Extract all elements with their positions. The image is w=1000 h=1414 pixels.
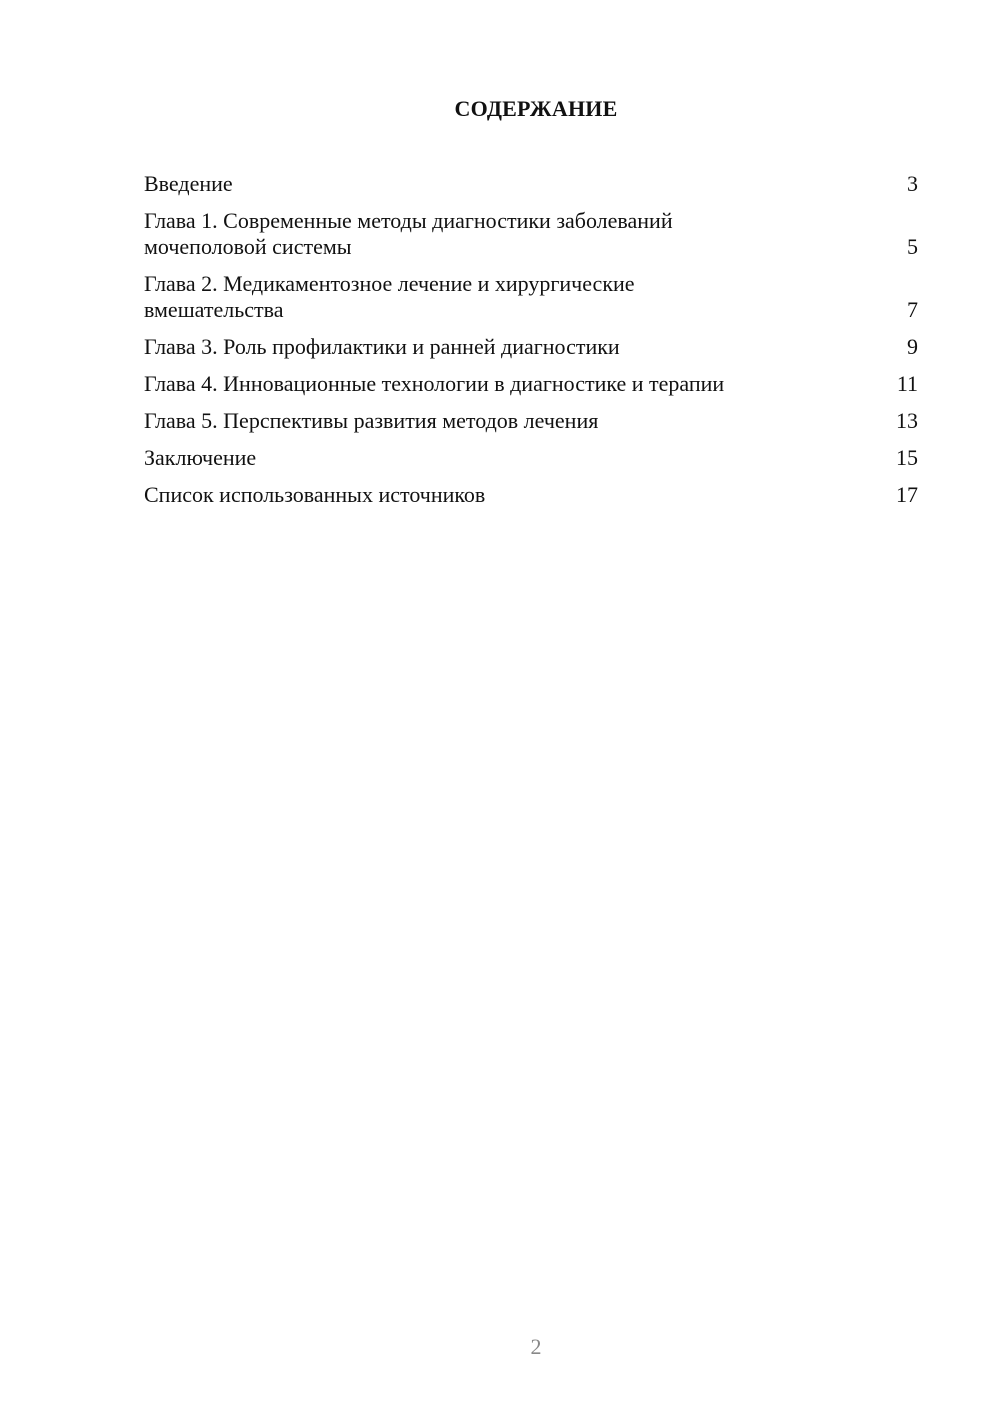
toc-item-page-number: 17 [896,482,918,507]
toc-item-page-number: 9 [907,334,918,359]
toc-item-label: Глава 5. Перспективы развития методов лечения [144,408,599,433]
toc-item-page-number: 7 [907,297,918,322]
toc-item-page-number: 11 [896,371,918,396]
toc-item-label: Глава 2. Медикаментозное лечение и хирургические вмешательства [144,271,635,322]
toc-item-page-number: 13 [896,408,918,433]
toc-item-chapter-3 [144,334,918,360]
toc-item-label: Глава 1. Современные методы диагностики заболеваний мочеполовой системы [144,208,673,259]
toc-item-page-number: 3 [907,171,918,196]
toc-item-chapter-1 [144,208,918,260]
toc-item-label: Заключение [144,445,257,470]
table-of-contents [144,171,918,519]
toc-item-label: Глава 4. Инновационные технологии в диагностике и терапии [144,371,725,396]
page-title: СОДЕРЖАНИЕ [454,96,618,121]
toc-item-page-number: 5 [907,234,918,259]
toc-item-page-number: 15 [896,445,918,470]
toc-item-conclusion [144,445,918,471]
toc-item-references [144,482,918,508]
toc-item-label: Введение [144,171,233,196]
page-number: 2 [530,1334,542,1359]
toc-item-label: Глава 3. Роль профилактики и ранней диагностики [144,334,620,359]
toc-item-chapter-4 [144,371,918,397]
toc-item-introduction [144,171,918,197]
toc-item-label: Список использованных источников [144,482,486,507]
toc-item-chapter-5 [144,408,918,434]
toc-item-chapter-2 [144,271,918,323]
